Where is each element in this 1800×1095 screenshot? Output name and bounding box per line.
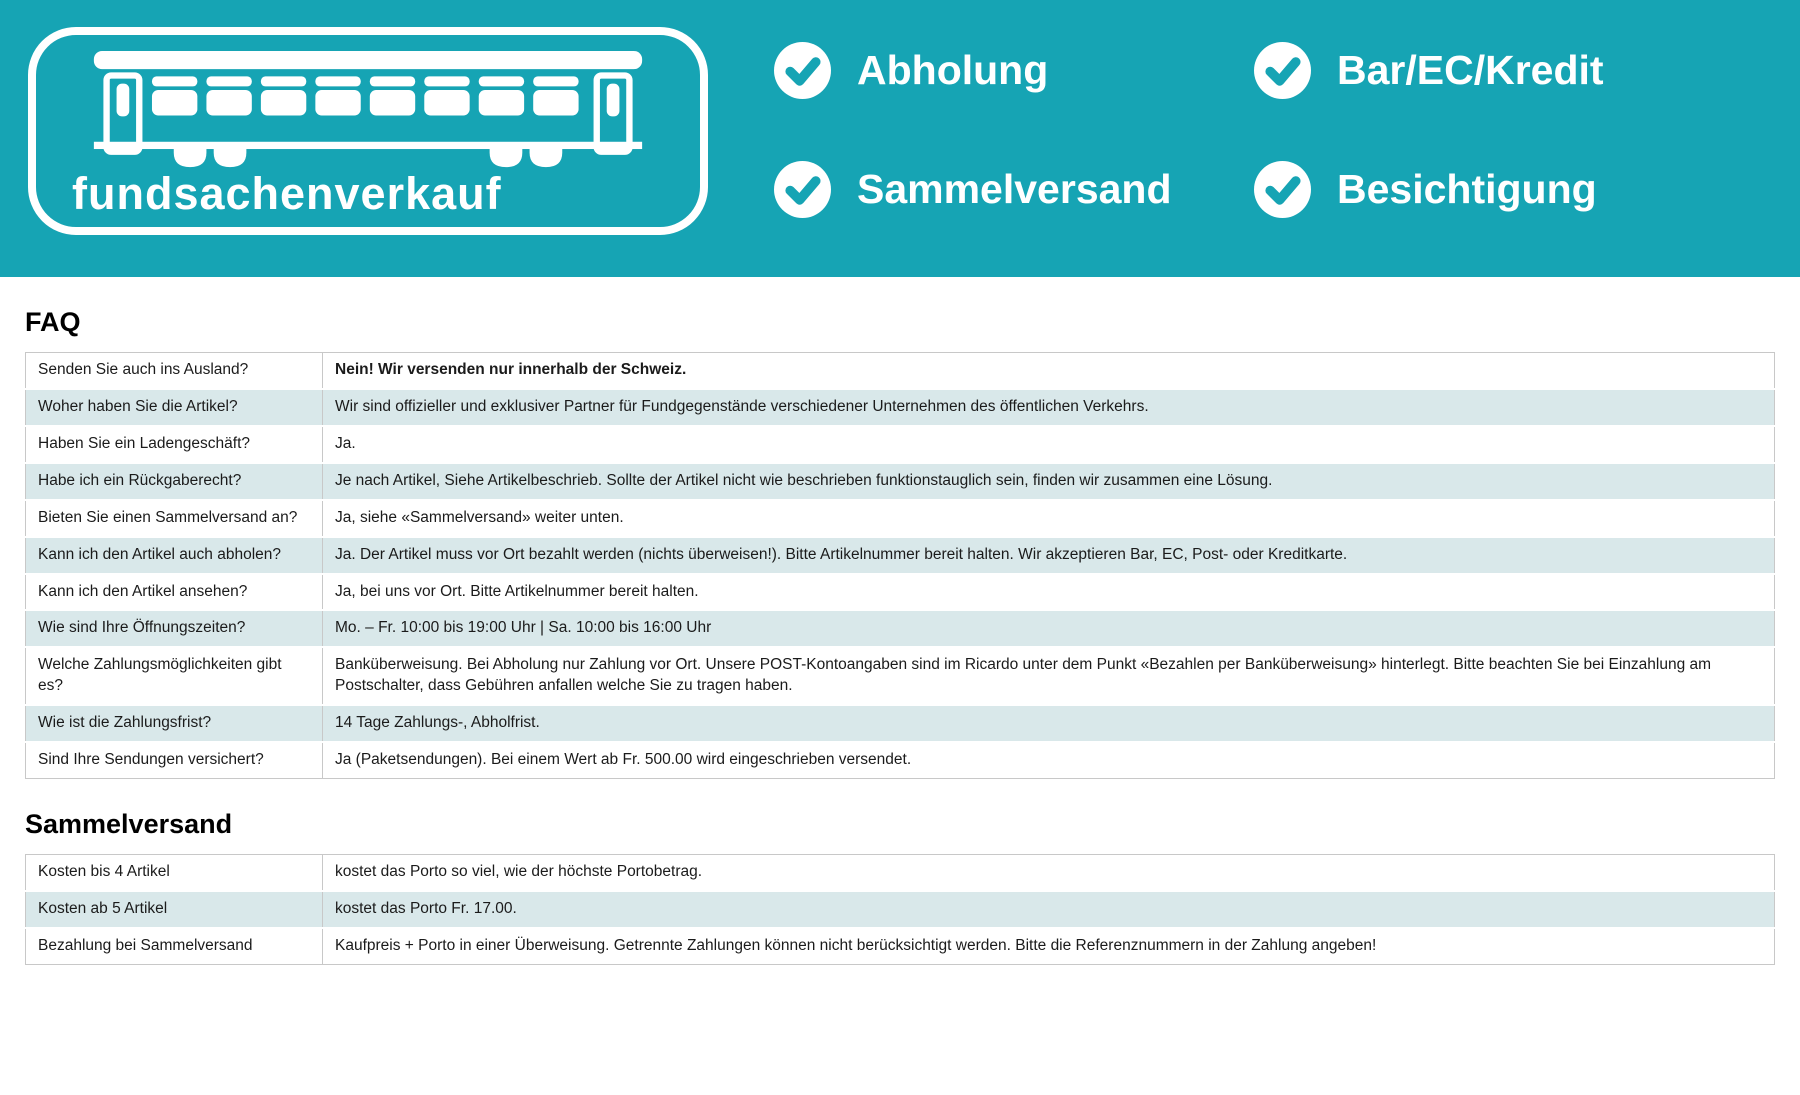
feature-label: Bar/EC/Kredit — [1337, 47, 1604, 93]
answer-cell: Ja (Paketsendungen). Bei einem Wert ab Fr. 500.00 wird eingeschrieben versendet. — [335, 751, 912, 769]
checkmark-icon — [1254, 42, 1311, 99]
bottom-whitespace — [25, 965, 1775, 1095]
faq-row — [26, 742, 1775, 778]
question-cell: Wie sind Ihre Öffnungszeiten? — [26, 610, 323, 647]
feature-besichtigung — [1254, 161, 1604, 218]
answer-cell: Ja. Der Artikel muss vor Ort bezahlt werden (nichts überweisen!). Bitte Artikelnummer bereit halten. Wir akzeptieren Bar, EC, Post- oder Kreditkarte. — [323, 537, 1775, 574]
header-banner — [0, 0, 1800, 277]
faq-row — [26, 353, 1775, 389]
answer-cell: Kaufpreis + Porto in einer Überweisung. Getrennte Zahlungen können nicht berücksichtigt werden. Bitte die Referenznummern in der Zahlung angeben! — [335, 936, 1377, 954]
answer-cell: Ja. — [323, 426, 1775, 463]
train-wagon-icon — [65, 51, 671, 169]
question-cell: Kosten bis 4 Artikel — [26, 855, 323, 891]
question-cell: Kosten ab 5 Artikel — [26, 891, 323, 928]
feature-label: Sammelversand — [857, 166, 1172, 212]
answer-cell: Ja, bei uns vor Ort. Bitte Artikelnummer bereit halten. — [323, 574, 1775, 611]
sammelversand-heading: Sammelversand — [25, 809, 233, 840]
question-cell: Bezahlung bei Sammelversand — [26, 928, 323, 964]
feature-sammelversand — [774, 161, 1254, 218]
feature-abholung — [774, 42, 1254, 99]
faq-heading: FAQ — [25, 307, 81, 337]
faq-row — [26, 500, 1775, 537]
question-cell: Wie ist die Zahlungsfrist? — [26, 705, 323, 742]
faq-row — [26, 574, 1775, 611]
sammelversand-table — [25, 854, 1775, 965]
feature-label: Abholung — [857, 47, 1049, 93]
faq-row — [26, 389, 1775, 426]
question-cell: Woher haben Sie die Artikel? — [26, 389, 323, 426]
answer-cell: Banküberweisung. Bei Abholung nur Zahlung vor Ort. Unsere POST-Kontoangaben sind im Ricardo unter dem Punkt «Bezahlen per Banküberweisung» hinterlegt. Bitte beachten Sie bei Einzahlung am Postschalter, dass Gebühren anfallen welche Sie zu tragen haben. — [323, 647, 1775, 705]
faq-row — [26, 463, 1775, 500]
logo-wordmark: fundsachenverkauf — [72, 168, 502, 219]
question-cell: Kann ich den Artikel ansehen? — [26, 574, 323, 611]
question-cell: Haben Sie ein Ladengeschäft? — [26, 426, 323, 463]
faq-table — [25, 352, 1775, 779]
feature-list — [774, 42, 1604, 218]
answer-cell: Mo. – Fr. 10:00 bis 19:00 Uhr | Sa. 10:00 bis 16:00 Uhr — [323, 610, 1775, 647]
faq-row — [26, 610, 1775, 647]
checkmark-icon — [1254, 161, 1311, 218]
answer-cell: Nein! Wir versenden nur innerhalb der Schweiz. — [323, 353, 1775, 389]
checkmark-icon — [774, 42, 831, 99]
answer-cell: kostet das Porto so viel, wie der höchste Portobetrag. — [323, 855, 1775, 891]
answer-cell: Wir sind offizieller und exklusiver Partner für Fundgegenstände verschiedener Unternehmen des öffentlichen Verkehrs. — [323, 389, 1775, 426]
faq-row — [26, 647, 1775, 705]
faq-row — [26, 705, 1775, 742]
feature-bar-ec-kredit — [1254, 42, 1604, 99]
sammelversand-row — [26, 891, 1775, 928]
faq-row — [26, 426, 1775, 463]
answer-cell: 14 Tage Zahlungs-, Abholfrist. — [323, 705, 1775, 742]
faq-row — [26, 537, 1775, 574]
sammelversand-row — [26, 928, 1775, 964]
question-cell: Habe ich ein Rückgaberecht? — [26, 463, 323, 500]
main-content — [0, 307, 1800, 1095]
question-cell: Senden Sie auch ins Ausland? — [26, 353, 323, 389]
question-cell: Kann ich den Artikel auch abholen? — [26, 537, 323, 574]
checkmark-icon — [774, 161, 831, 218]
answer-cell: Ja, siehe «Sammelversand» weiter unten. — [323, 500, 1775, 537]
logo — [28, 27, 708, 235]
answer-cell: kostet das Porto Fr. 17.00. — [323, 891, 1775, 928]
question-cell: Bieten Sie einen Sammelversand an? — [26, 500, 323, 537]
sammelversand-row — [26, 855, 1775, 891]
feature-label: Besichtigung — [1337, 166, 1597, 212]
question-cell: Welche Zahlungsmöglichkeiten gibt es? — [26, 647, 323, 705]
question-cell: Sind Ihre Sendungen versichert? — [26, 742, 323, 778]
answer-cell: Je nach Artikel, Siehe Artikelbeschrieb. Sollte der Artikel nicht wie beschrieben funktionstauglich sein, finden wir zusammen eine Lösung. — [323, 463, 1775, 500]
